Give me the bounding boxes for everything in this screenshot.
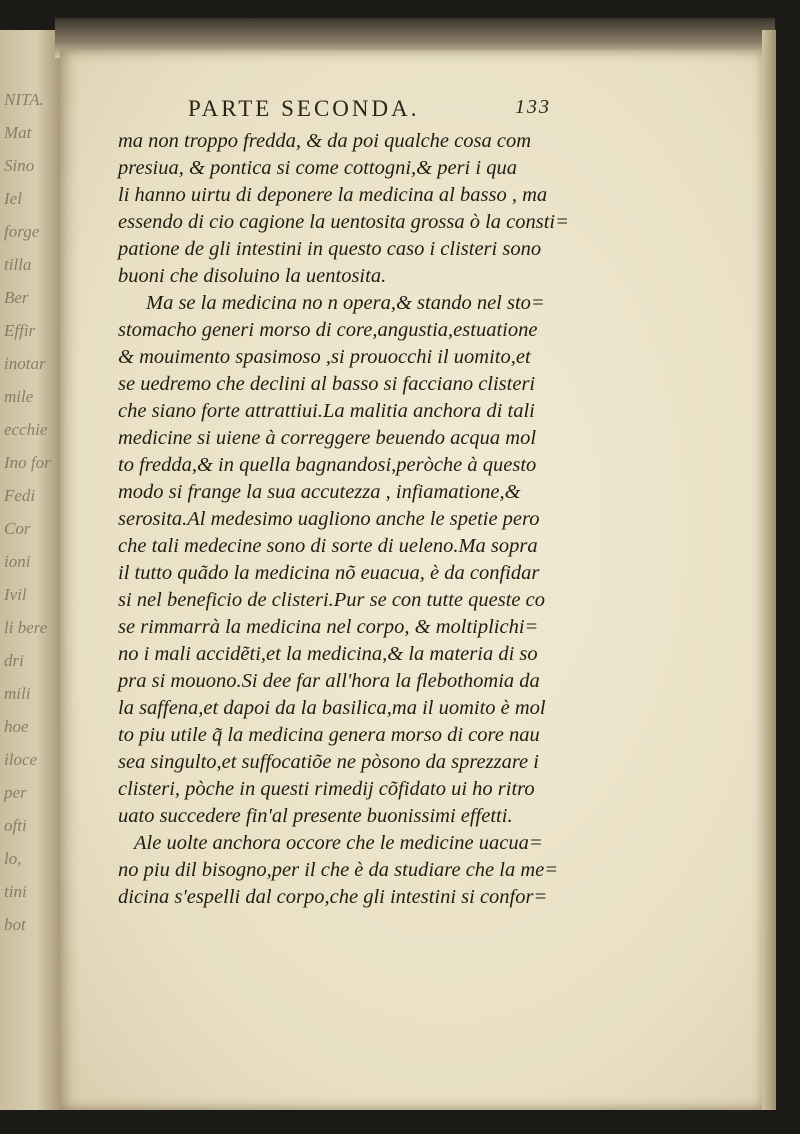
facing-page-fragment: mile: [4, 387, 34, 406]
text-line: che tali medecine sono di sorte di ueleno.Ma sopra: [118, 535, 538, 557]
facing-page-fragment: Iel: [4, 189, 22, 208]
facing-page-fragment: tilla: [4, 255, 32, 274]
text-line: sea singulto,et suffocatiõe ne pòsono da sprezzare i: [118, 751, 539, 773]
facing-page-fragment: dri: [4, 651, 24, 670]
facing-page-fragment: hoe: [4, 717, 29, 736]
text-line: to piu utile q̃ la medicina genera morso di core nau: [118, 724, 540, 746]
text-line: to fredda,& in quella bagnandosi,peròche à questo: [118, 454, 537, 476]
facing-page-fragment: tini: [4, 882, 27, 901]
text-line: la saffena,et dapoi da la basilica,ma il uomito è mol: [118, 697, 546, 719]
page-right-edge: [762, 30, 776, 1110]
header-title: PARTE SECONDA.: [188, 96, 420, 121]
text-line: dicina s'espelli dal corpo,che gli intestini si confor=: [118, 886, 548, 908]
facing-page-fragment: inotar: [4, 354, 46, 373]
facing-page-fragment: Ber: [4, 288, 29, 307]
facing-page-fragment: NITA.: [4, 90, 44, 109]
body-text: [118, 128, 728, 911]
text-line: se uedremo che declini al basso si facciano clisteri: [118, 373, 536, 395]
text-line: si nel beneficio de clisteri.Pur se con tutte queste co: [118, 589, 545, 611]
facing-page-fragment: mili: [4, 684, 31, 703]
paragraph-start-line: Ma se la medicina no n opera,& stando nel sto=: [146, 292, 545, 314]
facing-page-fragment: ofti: [4, 816, 27, 835]
text-line: no i mali accidẽti,et la medicina,& la materia di so: [118, 643, 538, 665]
text-line: essendo di cio cagione la uentosita grossa ò la consti=: [118, 211, 569, 233]
facing-page-fragment: Ino for: [4, 453, 51, 472]
facing-page-fragment: ecchie: [4, 420, 48, 439]
facing-page-fragment: iloce: [4, 750, 38, 769]
facing-page-fragment: Sino: [4, 156, 35, 175]
text-line: pra si mouono.Si dee far all'hora la flebothomia da: [118, 670, 540, 692]
facing-page-fragment: forge: [4, 222, 40, 241]
facing-page-fragment: Ivil: [4, 585, 27, 604]
facing-page-fragment: Fedi: [4, 486, 36, 505]
text-line: clisteri, pòche in questi rimedij cõfidato ui ho ritro: [118, 778, 535, 800]
text-line: li hanno uirtu di deponere la medicina al basso , ma: [118, 184, 548, 206]
text-line: il tutto quãdo la medicina nõ euacua, è da confidar: [118, 562, 540, 584]
text-line: medicine si uiene à correggere beuendo acqua mol: [118, 427, 537, 449]
text-line: buoni che disoluino la uentosita.: [118, 265, 387, 287]
page-number: 133: [515, 96, 551, 118]
text-line: che siano forte attrattiui.La malitia anchora di tali: [118, 400, 535, 422]
facing-page-fragment: per: [4, 783, 27, 802]
facing-page-fragment: Effir: [4, 321, 36, 340]
facing-page-fragment: li bere: [4, 618, 48, 637]
text-line: presiua, & pontica si come cottogni,& peri i qua: [118, 157, 517, 179]
facing-page-edge: [0, 30, 62, 1110]
facing-page-fragment: bot: [4, 915, 26, 934]
text-line: stomacho generi morso di core,angustia,estuatione: [118, 319, 538, 341]
text-line: & mouimento spasimoso ,si prouocchi il uomito,et: [118, 346, 531, 368]
text-line: uato succedere fin'al presente buonissimi effetti.: [118, 805, 513, 827]
paragraph-start-line: Ale uolte anchora occore che le medicine uacua=: [134, 832, 543, 854]
text-line: no piu dil bisogno,per il che è da studiare che la me=: [118, 859, 559, 881]
facing-page-fragment: lo,: [4, 849, 22, 868]
running-header: [100, 96, 700, 126]
facing-page-fragment: ioni: [4, 552, 31, 571]
text-line: ma non troppo fredda, & da poi qualche cosa com: [118, 130, 531, 152]
facing-page-fragment: Cor: [4, 519, 31, 538]
text-line: patione de gli intestini in questo caso i clisteri sono: [118, 238, 542, 260]
text-line: modo si frange la sua accutezza , infiamatione,&: [118, 481, 521, 503]
text-line: serosita.Al medesimo uagliono anche le spetie pero: [118, 508, 540, 530]
text-line: se rimmarrà la medicina nel corpo, & moltiplichi=: [118, 616, 539, 638]
facing-page-fragment: Mat: [4, 123, 32, 142]
